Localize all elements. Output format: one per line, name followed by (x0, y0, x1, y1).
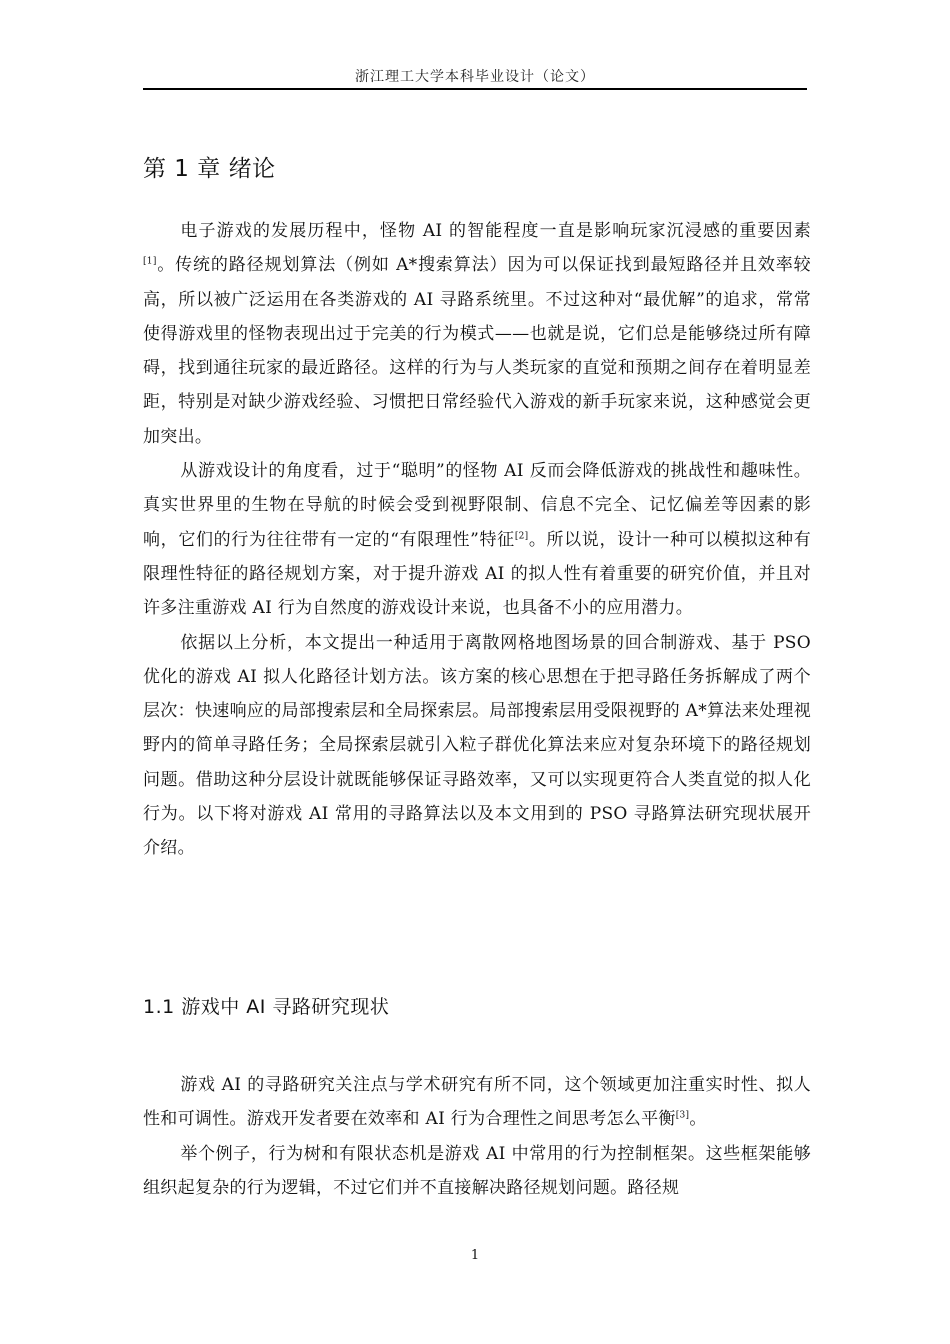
paragraph-3: 依据以上分析，本文提出一种适用于离散网格地图场景的回合制游戏、基于 PSO 优化的游戏 AI 拟人化路径计划方法。该方案的核心思想在于把寻路任务拆解成了两个层次：快速响应的局部搜索层和全局探索层。局部搜索层用受限视野的 A*算法来处理视野内的简单寻路任务；全局探索层就引入粒子群优化算法来应对复杂环境下的路径规划问题。借助这种分层设计就既能够保证寻路效率，又可以实现更符合人类直觉的拟人化行为。以下将对游戏 AI 常用的寻路算法以及本文用到的 PSO 寻路算法研究现状展开介绍。 (143, 632, 811, 859)
section-title: 1.1 游戏中 AI 寻路研究现状 (143, 996, 390, 1018)
citation-1[interactable]: [1] (143, 256, 157, 267)
section-body (143, 1068, 811, 1205)
chapter-title: 第 1 章 绪论 (143, 156, 276, 182)
citation-3[interactable]: [3] (675, 1110, 690, 1121)
paragraph-1: 电子游戏的发展历程中，怪物 AI 的智能程度一直是影响玩家沉浸感的重要因素[1]。传统的路径规划算法（例如 A*搜索算法）因为可以保证找到最短路径并且效率较高，所以被广泛运用在各类游戏的 AI 寻路系统里。不过这种对“最优解”的追求，常常使得游戏里的怪物表现出过于完美的行为模式——也就是说，它们总是能够绕过所有障碍，找到通往玩家的最近路径。这样的行为与人类玩家的直觉和预期之间存在着明显差距，特别是对缺少游戏经验、习惯把日常经验代入游戏的新手玩家来说，这种感觉会更加突出。 (143, 221, 811, 447)
header-rule (143, 88, 807, 90)
chapter-body (143, 214, 811, 866)
section-paragraph-2: 举个例子，行为树和有限状态机是游戏 AI 中常用的行为控制框架。这些框架能够组织起复杂的行为逻辑，不过它们并不直接解决路径规划问题。路径规 (143, 1143, 811, 1198)
paragraph-2: 从游戏设计的角度看，过于“聪明”的怪物 AI 反而会降低游戏的挑战性和趣味性。真实世界里的生物在导航的时候会受到视野限制、信息不完全、记忆偏差等因素的影响，它们的行为往往带有一定的“有限理性”特征[2]。所以说，设计一种可以模拟这种有限理性特征的路径规划方案，对于提升游戏 AI 的拟人性有着重要的研究价值，并且对许多注重游戏 AI 行为自然度的游戏设计来说，也具备不小的应用潜力。 (143, 461, 811, 619)
section-paragraph-1: 游戏 AI 的寻路研究关注点与学术研究有所不同，这个领域更加注重实时性、拟人性和可调性。游戏开发者要在效率和 AI 行为合理性之间思考怎么平衡[3]。 (143, 1075, 811, 1130)
citation-2[interactable]: [2] (514, 531, 529, 542)
page-number: 1 (470, 1248, 480, 1263)
running-header: 浙江理工大学本科毕业设计（论文） (355, 69, 595, 85)
